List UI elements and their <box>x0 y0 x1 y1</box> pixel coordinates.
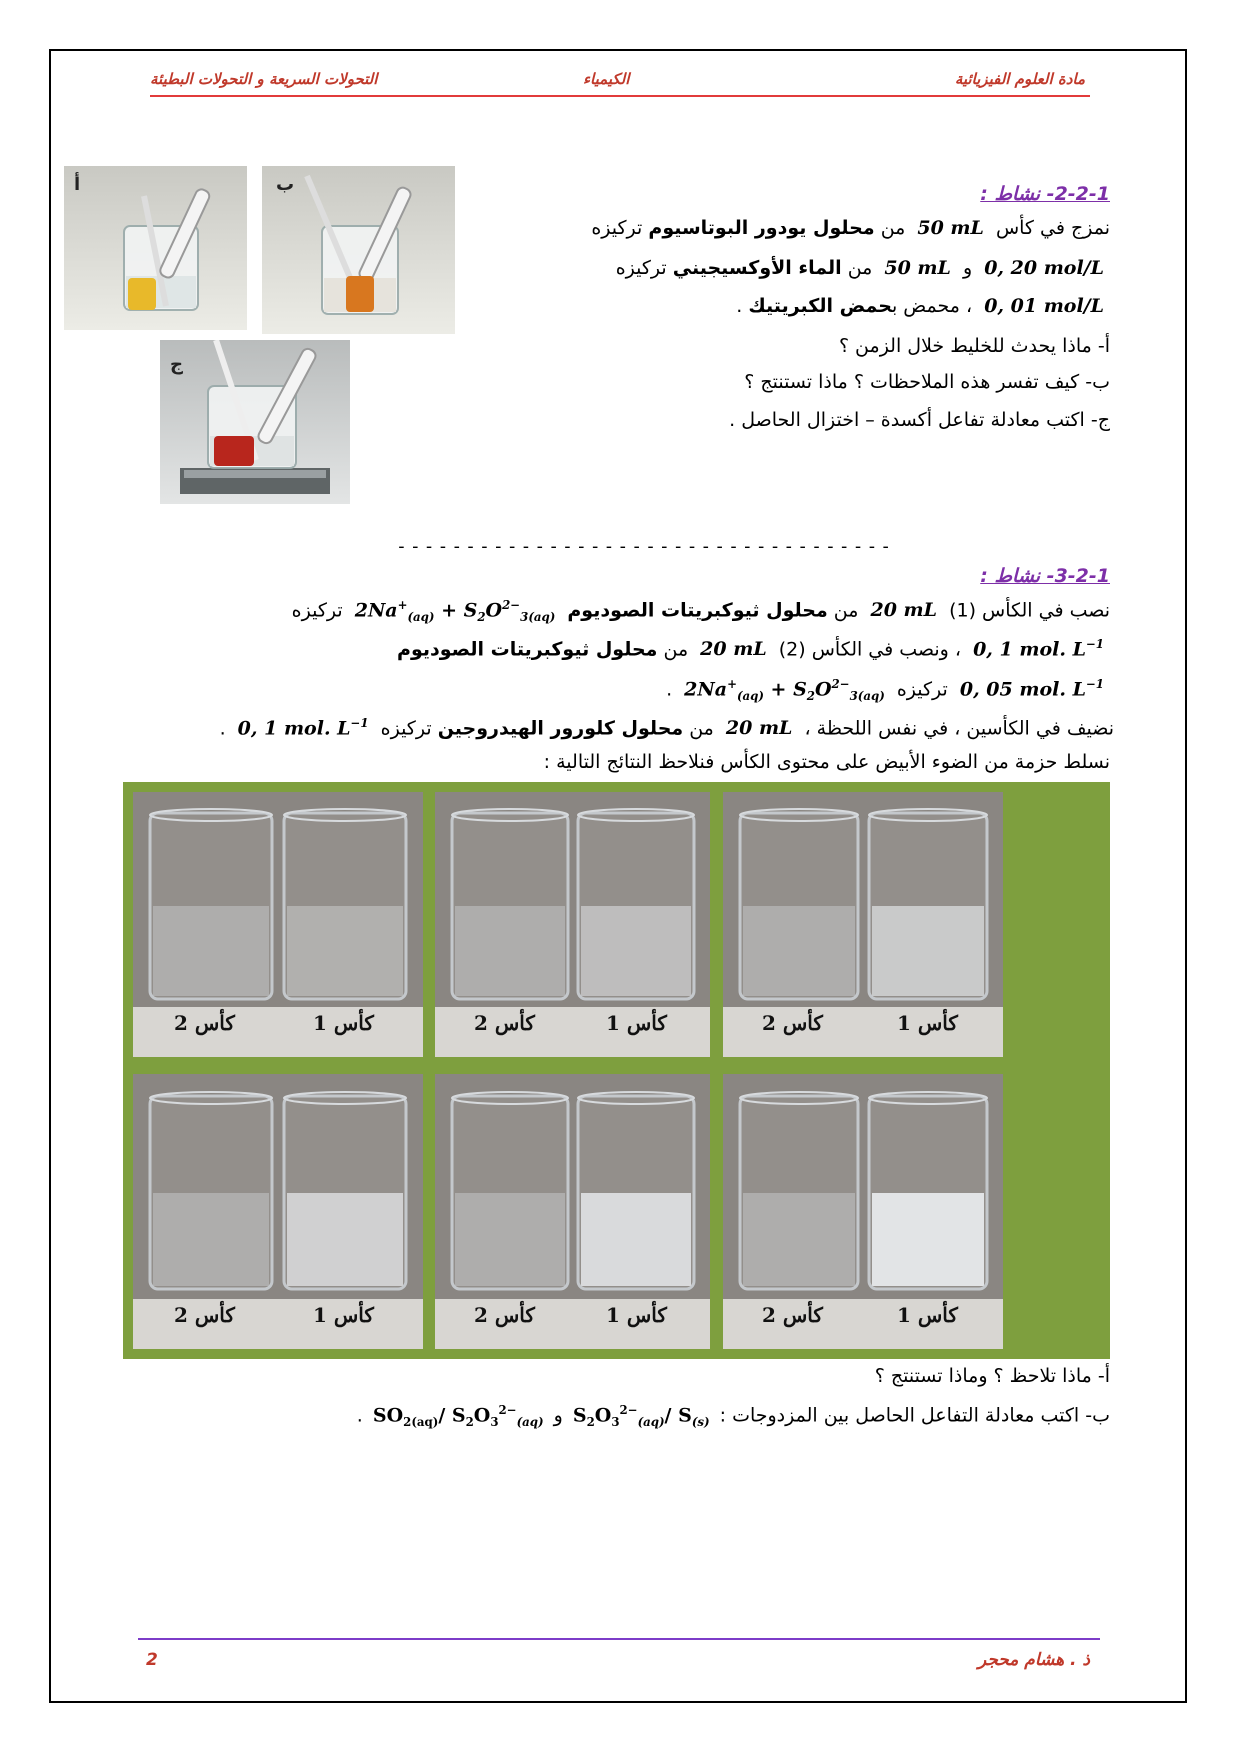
beaker-2-label: كأس 2 <box>474 1011 535 1035</box>
beaker-1-label: كأس 1 <box>313 1011 374 1035</box>
a1l3-v1: 0, 01 mol/L <box>984 295 1104 317</box>
photo-c <box>160 340 350 504</box>
beaker-2-label: كأس 2 <box>762 1303 823 1327</box>
a2l2-t1: ، ونصب في الكأس (2) <box>778 638 962 661</box>
activity2-line4 <box>220 717 1114 740</box>
photo-a <box>64 166 247 330</box>
activity2-title: 3-2-1- نشاط : <box>980 565 1110 587</box>
beaker-1-label: كأس 1 <box>606 1011 667 1035</box>
a2l4-b1: محلول كلورور الهيدروجين <box>437 717 684 740</box>
a2qb-t2: و <box>553 1404 563 1427</box>
a1l2-v2: 50 mL <box>884 257 951 279</box>
a2l2-v2: 20 mL <box>700 638 767 661</box>
a1l1-v1: 50 mL <box>917 217 984 239</box>
activity2-question-a: أ- ماذا تلاحظ ؟ وماذا تستنتج ؟ <box>874 1365 1110 1387</box>
a2l3-v1: 0, 05 mol. L <box>959 678 1086 701</box>
activity1-question-c: ج- اكتب معادلة تفاعل أكسدة – اختزال الحاصل . <box>729 409 1110 431</box>
beaker-photo <box>435 792 710 1057</box>
beaker-2-label: كأس 2 <box>474 1303 535 1327</box>
a2l2-v1: 0, 1 mol. L <box>973 638 1086 661</box>
activity1-line3 <box>736 296 1110 318</box>
a1l1-t1: نمزج في كأس <box>995 217 1110 239</box>
a1l1-t3: تركيزه <box>591 217 643 239</box>
a1l2-t1: و <box>962 257 973 279</box>
section-separator: ------------------------------------ <box>396 536 895 557</box>
a1l2-v1: 0, 20 mol/L <box>984 257 1104 279</box>
a2l2-v1-wrap: 0, 1 mol. $L^{-1}$ <box>973 637 1104 661</box>
beaker-photo <box>133 1074 423 1349</box>
activity1-title: 2-2-1- نشاط : <box>980 183 1110 205</box>
photo-c-letter: ج <box>170 354 183 375</box>
a2l4-t3: تركيزه <box>380 717 432 740</box>
activity2-question-b <box>357 1404 1110 1430</box>
activity2-line3 <box>666 678 1110 704</box>
activity1-question-b: ب- كيف تفسر هذه الملاحظات ؟ ماذا تستنتج ؟ <box>744 371 1110 393</box>
beaker-1-label: كأس 1 <box>897 1011 958 1035</box>
photo-b-letter: ب <box>276 174 295 195</box>
a1l3-b1: حمض الكبريتيك <box>748 295 892 317</box>
a1l1-b1: محلول يودور البوتاسيوم <box>648 217 875 239</box>
liquid-a <box>128 278 156 310</box>
a2l4-v2: 0, 1 mol. L <box>237 717 351 740</box>
beaker-photo <box>723 792 1003 1057</box>
a2l1-formula: $2Na^+_{(aq)} + S_2O^{2-}_{3(aq)}$ <box>354 598 556 625</box>
beaker-photo <box>133 792 423 1057</box>
header-unit: التحولات السريعة و التحولات البطيئة <box>150 70 378 88</box>
a2l1-t1: نصب في الكأس (1) <box>949 599 1110 622</box>
a2l4-v1: 20 mL <box>725 717 793 740</box>
beaker-2-label: كأس 2 <box>762 1011 823 1035</box>
a2l2-b1: محلول ثيوكبريتات الصوديوم <box>397 638 658 661</box>
activity1-line1 <box>591 218 1110 240</box>
beaker-photo-grid <box>123 782 1110 1359</box>
a2l1-t3: تركيزه <box>291 599 343 622</box>
a1l1-t2: من <box>880 217 906 239</box>
couple-1: $S_2O_3^{2-}_{(aq)}/$ $S_{(s)}$ <box>572 1403 710 1430</box>
header-rule <box>150 95 1090 97</box>
activity1-line2 <box>616 258 1110 280</box>
liquid-c <box>214 436 254 466</box>
a2l4-t4: . <box>219 717 226 740</box>
activity2-line5: نسلط حزمة من الضوء الأبيض على محتوى الكأس فنلاحظ النتائج التالية : <box>543 751 1110 773</box>
header-branch: الكيمياء <box>583 70 630 88</box>
a2l3-t1: تركيزه <box>896 678 948 701</box>
a2l1-v1: 20 mL <box>870 599 938 622</box>
a1l2-t3: تركيزه <box>615 257 667 279</box>
beaker-2-label: كأس 2 <box>174 1303 235 1327</box>
beaker-photo <box>435 1074 710 1349</box>
a2l1-b1: محلول ثيوكبريتات الصوديوم <box>567 599 828 622</box>
photo-a-letter: أ <box>74 174 81 195</box>
a2qb-t1: ب- اكتب معادلة التفاعل الحاصل بين المزدوجات : <box>719 1404 1110 1427</box>
a1l3-t2: . <box>736 295 743 317</box>
a2l3-v1-wrap: 0, 05 mol. $L^{-1}$ <box>959 677 1104 701</box>
beaker-2-label: كأس 2 <box>174 1011 235 1035</box>
page-number: 2 <box>146 1650 158 1670</box>
a2l4-t2: من <box>689 717 714 740</box>
a1l2-t2: من <box>847 257 873 279</box>
footer-rule <box>138 1638 1100 1640</box>
beaker-1-label: كأس 1 <box>313 1303 374 1327</box>
a2l4-t1: نضيف في الكأسين ، في نفس اللحظة ، <box>804 717 1114 740</box>
a2l4-v2-wrap: 0, 1 mol. $L^{-1}$ <box>237 716 369 740</box>
header-subject: مادة العلوم الفيزيائية <box>954 70 1085 88</box>
a1l2-b1: الماء الأوكسيجيني <box>672 257 842 279</box>
activity2-line1 <box>292 599 1110 625</box>
a2qb-t3: . <box>356 1404 363 1427</box>
footer-author: ذ . هشام محجر <box>977 1650 1090 1670</box>
activity1-question-a: أ- ماذا يحدث للخليط خلال الزمن ؟ <box>838 335 1110 357</box>
photo-b <box>262 166 455 334</box>
a2l1-t2: من <box>833 599 859 622</box>
beaker-1-label: كأس 1 <box>606 1303 667 1327</box>
beaker-photo <box>723 1074 1003 1349</box>
a1l3-t1: ، محمض ب <box>891 295 973 317</box>
activity2-line2 <box>397 638 1110 661</box>
beaker-1-label: كأس 1 <box>897 1303 958 1327</box>
a2l3-formula: $2Na^+_{(aq)} + S_2O^{2-}_{3(aq)}$ <box>684 677 885 704</box>
couple-2: $SO_{2(aq)}/$ $S_2O_3^{2-}_{(aq)}$ <box>372 1403 544 1430</box>
a2l3-t2: . <box>666 678 673 701</box>
liquid-b <box>346 276 374 312</box>
a2l2-t2: من <box>663 638 689 661</box>
